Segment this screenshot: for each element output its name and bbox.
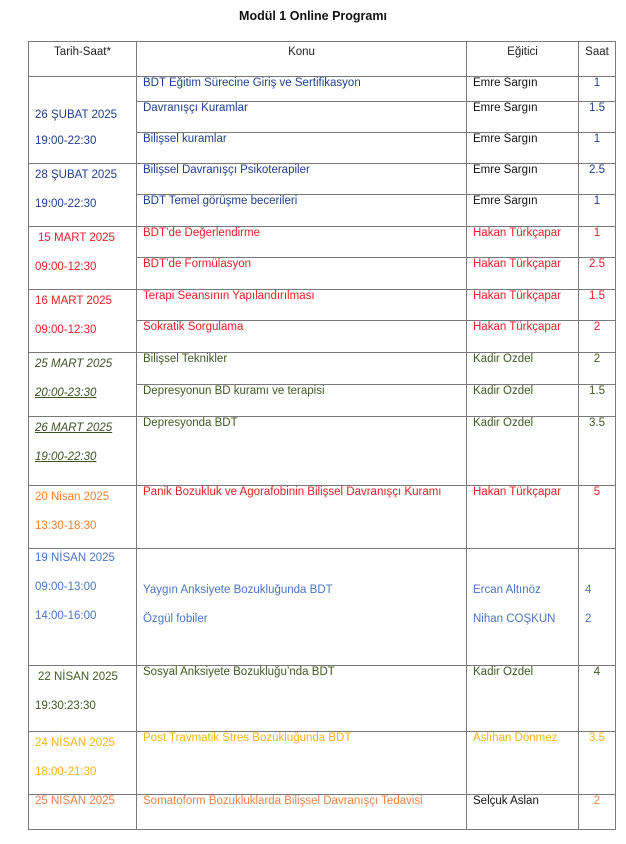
trainer-cell: Emre Sargın bbox=[467, 77, 579, 102]
trainer-cell: Kadir Özdel bbox=[467, 417, 579, 486]
topic-cell: Sokratik Sorgulama bbox=[137, 321, 467, 353]
trainer-cell: Selçuk Aslan bbox=[467, 795, 579, 830]
trainer-cell: Kadir Özdel bbox=[467, 385, 579, 417]
time-text: 13:30-18:30 bbox=[35, 520, 97, 532]
topic-cell: Terapi Seansının Yapılandırılması bbox=[137, 290, 467, 321]
trainer-text: Nihan COŞKUN bbox=[473, 613, 556, 625]
time-text: 20:00-23:30 bbox=[35, 387, 97, 399]
trainer-cell: Emre Sargın bbox=[467, 164, 579, 195]
header-topic: Konu bbox=[137, 42, 467, 77]
table-row bbox=[29, 227, 616, 258]
time-text: 19:30:23:30 bbox=[35, 700, 96, 712]
header-hours: Saat bbox=[579, 42, 616, 77]
hours-cell: 2.5 bbox=[579, 258, 616, 290]
date-cell bbox=[29, 164, 137, 227]
topic-cell: Post Travmatik Stres Bozukluğunda BDT bbox=[137, 732, 467, 795]
hours-cell: 3.5 bbox=[579, 732, 616, 795]
table-row bbox=[29, 77, 616, 102]
header-trainer: Eğitici bbox=[467, 42, 579, 77]
topic-cell: Bilişsel Davranışçı Psikoterapiler bbox=[137, 164, 467, 195]
date-text: 26 MART 2025 bbox=[35, 422, 113, 434]
table-row bbox=[29, 666, 616, 732]
date-text: 24 NİSAN 2025 bbox=[35, 737, 115, 749]
table-row bbox=[29, 353, 616, 385]
time-text: 09:00-12:30 bbox=[35, 324, 97, 336]
table-row bbox=[29, 164, 616, 195]
time-text: 19:00-22:30 bbox=[35, 135, 97, 147]
date-cell bbox=[29, 353, 137, 417]
trainer-cell: Emre Sargın bbox=[467, 133, 579, 164]
trainer-cell: Emre Sargın bbox=[467, 195, 579, 227]
time-text: 19:00-22:30 bbox=[35, 451, 97, 463]
date-cell bbox=[29, 732, 137, 795]
trainer-cell: Kadir Özdel bbox=[467, 353, 579, 385]
hours-cell: 2 bbox=[579, 321, 616, 353]
trainer-cell: Hakan Türkçapar bbox=[467, 290, 579, 321]
topic-cell: Panik Bozukluk ve Agorafobinin Bilişsel Davranışçı Kuramı bbox=[137, 486, 467, 549]
date-cell bbox=[29, 486, 137, 549]
hours-cell: 1.5 bbox=[579, 385, 616, 417]
topic-cell: BDT’de Formülasyon bbox=[137, 258, 467, 290]
topic-cell: Sosyal Anksiyete Bozukluğu’nda BDT bbox=[137, 666, 467, 732]
date-cell bbox=[29, 666, 137, 732]
topic-cell: BDT Eğitim Sürecine Giriş ve Sertifikasyon bbox=[137, 77, 467, 102]
table-row bbox=[29, 290, 616, 321]
trainer-cell: Emre Sargın bbox=[467, 102, 579, 133]
time-text: 09:00-13:00 bbox=[35, 581, 97, 593]
topic-cell: Somatoform Bozukluklarda Bilişsel Davranışçı Tedavisi bbox=[137, 795, 467, 830]
hours-cell: 2 bbox=[579, 353, 616, 385]
date-text: 16 MART 2025 bbox=[35, 295, 112, 307]
topic-cell: Depresyonun BD kuramı ve terapisi bbox=[137, 385, 467, 417]
hours-cell: 5 bbox=[579, 486, 616, 549]
date-text: 20 Nisan 2025 bbox=[35, 491, 110, 503]
hours-cell: 1.5 bbox=[579, 290, 616, 321]
hours-cell: 1 bbox=[579, 195, 616, 227]
time-text: 09:00-12:30 bbox=[35, 261, 97, 273]
time-text-2: 14:00-16:00 bbox=[35, 610, 97, 622]
topic-cell: Bilişsel kuramlar bbox=[137, 133, 467, 164]
trainer-cell: Hakan Türkçapar bbox=[467, 227, 579, 258]
trainer-cell bbox=[467, 549, 579, 666]
time-text: 18:00-21:30 bbox=[35, 766, 97, 778]
table-header-row bbox=[29, 42, 616, 77]
topic-cell: BDT’de Değerlendirme bbox=[137, 227, 467, 258]
trainer-text: Ercan Altınöz bbox=[473, 584, 541, 596]
time-text: 19:00-22:30 bbox=[35, 198, 97, 210]
table-row bbox=[29, 549, 616, 666]
topic-text: Yaygın Anksiyete Bozukluğunda BDT bbox=[143, 584, 333, 596]
topic-cell: BDT Temel görüşme becerileri bbox=[137, 195, 467, 227]
hours-cell: 2.5 bbox=[579, 164, 616, 195]
hours-cell: 3.5 bbox=[579, 417, 616, 486]
hours-cell: 1 bbox=[579, 133, 616, 164]
topic-cell: Depresyonda BDT bbox=[137, 417, 467, 486]
date-text: 15 MART 2025 bbox=[38, 232, 115, 244]
page-title: Modül 1 Online Programı bbox=[239, 9, 387, 23]
table-row bbox=[29, 795, 616, 830]
topic-cell: Bilişsel Teknikler bbox=[137, 353, 467, 385]
trainer-cell: Hakan Türkçapar bbox=[467, 258, 579, 290]
hours-cell: 1.5 bbox=[579, 102, 616, 133]
header-date: Tarih-Saat* bbox=[29, 42, 137, 77]
date-cell bbox=[29, 77, 137, 164]
date-cell bbox=[29, 227, 137, 290]
date-cell bbox=[29, 549, 137, 666]
date-text: 22 NİSAN 2025 bbox=[38, 671, 118, 683]
table-row bbox=[29, 732, 616, 795]
hours-cell bbox=[579, 549, 616, 666]
hours-cell: 1 bbox=[579, 227, 616, 258]
topic-cell bbox=[137, 549, 467, 666]
topic-text: Özgül fobiler bbox=[143, 613, 208, 625]
date-text: 28 ŞUBAT 2025 bbox=[35, 169, 118, 181]
table-row bbox=[29, 486, 616, 549]
date-cell bbox=[29, 417, 137, 486]
program-table bbox=[28, 41, 616, 830]
hours-cell: 1 bbox=[579, 77, 616, 102]
date-text: 25 MART 2025 bbox=[35, 358, 113, 370]
trainer-cell: Kadir Özdel bbox=[467, 666, 579, 732]
date-cell bbox=[29, 290, 137, 353]
trainer-cell: Aslıhan Dönmez bbox=[467, 732, 579, 795]
date-cell: 25 NİSAN 2025 bbox=[29, 795, 137, 830]
date-text: 26 ŞUBAT 2025 bbox=[35, 109, 118, 121]
hours-cell: 2 bbox=[579, 795, 616, 830]
trainer-cell: Hakan Türkçapar bbox=[467, 321, 579, 353]
date-text: 19 NİSAN 2025 bbox=[35, 552, 115, 564]
hours-text: 2 bbox=[585, 613, 592, 625]
trainer-cell: Hakan Türkçapar bbox=[467, 486, 579, 549]
topic-cell: Davranışçı Kuramlar bbox=[137, 102, 467, 133]
hours-text: 4 bbox=[585, 584, 592, 596]
table-row bbox=[29, 417, 616, 486]
hours-cell: 4 bbox=[579, 666, 616, 732]
